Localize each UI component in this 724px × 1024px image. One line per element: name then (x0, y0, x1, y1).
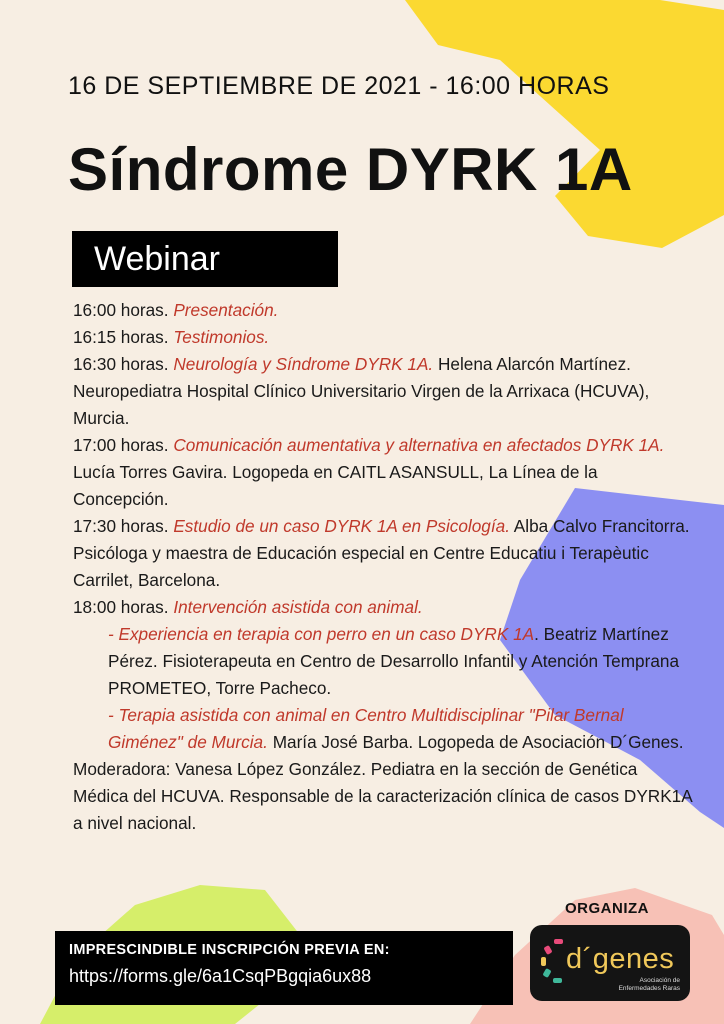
program-talk: Comunicación aumentativa y alternativa en afectados DYRK 1A. (173, 435, 665, 455)
yellow-shape (405, 0, 724, 248)
program-speaker: Alba Calvo Francitorra. Psicóloga y maestra de Educación especial en Centre Educatiu i Terapèutic Carrilet, Barcelona. (73, 516, 690, 590)
program-item (73, 594, 693, 621)
program-item (73, 351, 693, 432)
program-item (73, 513, 693, 594)
program-subitem (73, 702, 693, 756)
program-time: 16:30 horas. (73, 354, 169, 374)
program-item (73, 432, 693, 513)
program-item (73, 324, 693, 351)
program-subitem (73, 621, 693, 702)
program-moderator: Moderadora: Vanesa López González. Pediatra en la sección de Genética Médica del HCUVA. Responsable de la caracterización clínica de casos DYRK1A a nivel nacional. (73, 759, 692, 833)
program-subtalk: - Terapia asistida con animal en Centro Multidisciplinar "Pilar Bernal Giménez" de Murcia. (108, 705, 624, 752)
signup-link[interactable]: https://forms.gle/6a1CsqPBgqia6ux88 (69, 966, 372, 986)
program-speaker: Helena Alarcón Martínez. Neuropediatra Hospital Clínico Universitario Virgen de la Arrixaca (HCUVA), Murcia. (73, 354, 650, 428)
program-talk: Neurología y Síndrome DYRK 1A. (173, 354, 434, 374)
program-time: 16:00 horas. (73, 300, 169, 320)
signup-box (55, 931, 513, 1005)
program-time: 18:00 horas. (73, 597, 169, 617)
program-talk: Intervención asistida con animal. (173, 597, 423, 617)
program-talk: Testimonios. (173, 327, 270, 347)
logo-subtitle-line: Enfermedades Raras (618, 985, 680, 992)
program-talk: Presentación. (173, 300, 279, 320)
organiza-label: ORGANIZA (565, 900, 649, 917)
program-subtalk: - Experiencia en terapia con perro en un caso DYRK 1A (108, 624, 535, 644)
dgenes-logo (530, 925, 690, 1001)
logo-subtitle-line: Asociación de (639, 977, 680, 984)
logo-subtitle (619, 977, 680, 993)
program-time: 16:15 horas. (73, 327, 169, 347)
page-title: Síndrome DYRK 1A (68, 136, 633, 203)
logo-name: d´genes (566, 943, 675, 975)
program-item (73, 297, 693, 324)
program-time: 17:00 horas. (73, 435, 169, 455)
program-subtalk-punct: . (534, 624, 539, 644)
signup-label: IMPRESCINDIBLE INSCRIPCIÓN PREVIA EN: (69, 942, 390, 958)
program-talk: Estudio de un caso DYRK 1A en Psicología. (173, 516, 510, 536)
program-time: 17:30 horas. (73, 516, 169, 536)
program-list (73, 297, 693, 837)
webinar-badge: Webinar (72, 231, 338, 287)
program-speaker: Beatriz Martínez Pérez. Fisioterapeuta en Centro de Desarrollo Infantil y Atención Temprana PROMETEO, Torre Pacheco. (108, 624, 680, 698)
event-date: 16 DE SEPTIEMBRE DE 2021 - 16:00 HORAS (68, 72, 610, 100)
program-speaker: Lucía Torres Gavira. Logopeda en CAITL ASANSULL, La Línea de la Concepción. (73, 462, 598, 509)
program-speaker: María José Barba. Logopeda de Asociación D´Genes. (272, 732, 684, 752)
